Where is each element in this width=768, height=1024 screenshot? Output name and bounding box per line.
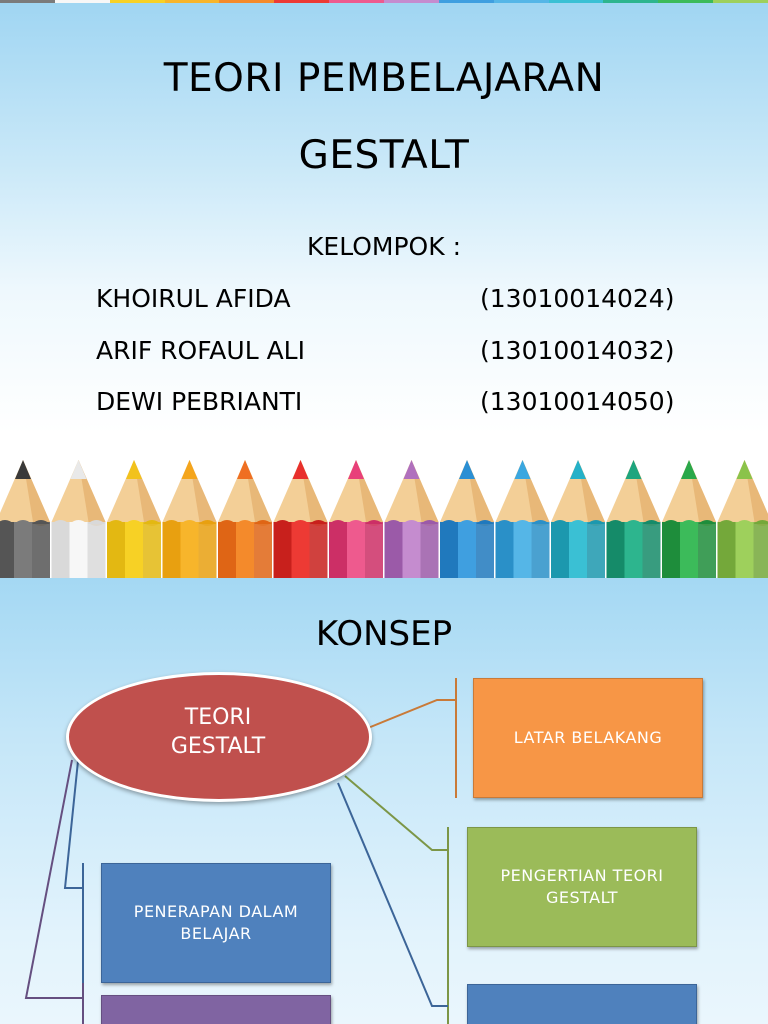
strip-segment bbox=[110, 0, 165, 3]
node-purple-partial bbox=[101, 995, 331, 1024]
strip-segment bbox=[165, 0, 220, 3]
node-label: LATAR BELAKANG bbox=[513, 728, 663, 747]
pencil bbox=[662, 460, 716, 578]
strip-segment bbox=[439, 0, 494, 3]
pencil bbox=[440, 460, 494, 578]
concept-slide bbox=[0, 578, 768, 1024]
connector-penerapan bbox=[65, 761, 83, 983]
pencil bbox=[385, 460, 439, 578]
top-color-strip bbox=[0, 0, 768, 3]
pencil bbox=[0, 460, 50, 578]
connector-pengertian bbox=[345, 776, 448, 1024]
pencil bbox=[52, 460, 106, 578]
pencil bbox=[218, 460, 272, 578]
center-node-label: TEORI GESTALT bbox=[170, 705, 266, 759]
node-latar-belakang bbox=[473, 678, 703, 798]
node-pengertian-teori-gestalt bbox=[467, 827, 697, 947]
member-row bbox=[96, 336, 686, 372]
strip-segment bbox=[329, 0, 384, 3]
pencil bbox=[607, 460, 661, 578]
pencil bbox=[274, 460, 328, 578]
node-label: PENGERTIAN TEORI GESTALT bbox=[500, 866, 664, 907]
center-node-teori-gestalt bbox=[66, 672, 372, 802]
strip-segment bbox=[384, 0, 439, 3]
strip-segment bbox=[55, 0, 110, 3]
pencil bbox=[163, 460, 217, 578]
pencil bbox=[496, 460, 550, 578]
pencil bbox=[329, 460, 383, 578]
strip-segment bbox=[713, 0, 768, 3]
pencil bbox=[551, 460, 605, 578]
connector-latar bbox=[368, 678, 456, 798]
member-name: ARIF ROFAUL ALI bbox=[96, 336, 305, 365]
strip-segment bbox=[494, 0, 549, 3]
colored-pencils-illustration bbox=[0, 452, 768, 578]
member-nim: (13010014050) bbox=[480, 387, 675, 416]
node-label: PENERAPAN DALAM BELAJAR bbox=[133, 902, 299, 943]
member-nim: (13010014032) bbox=[480, 336, 675, 365]
strip-segment bbox=[658, 0, 713, 3]
title-line-1: TEORI PEMBELAJARAN bbox=[163, 56, 605, 101]
node-blue-partial bbox=[467, 984, 697, 1024]
strip-segment bbox=[219, 0, 274, 3]
member-name: KHOIRUL AFIDA bbox=[96, 284, 291, 313]
member-nim: (13010014024) bbox=[480, 284, 675, 313]
node-penerapan-dalam-belajar bbox=[101, 863, 331, 983]
title-line-2: GESTALT bbox=[298, 133, 470, 178]
pencil bbox=[107, 460, 161, 578]
strip-segment bbox=[549, 0, 604, 3]
strip-segment bbox=[274, 0, 329, 3]
pencil bbox=[718, 460, 768, 578]
strip-segment bbox=[603, 0, 658, 3]
member-name: DEWI PEBRIANTI bbox=[96, 387, 303, 416]
member-row bbox=[96, 387, 686, 423]
strip-segment bbox=[0, 0, 55, 3]
member-row bbox=[96, 284, 686, 320]
slide-title: KONSEP bbox=[315, 614, 453, 654]
group-label: KELOMPOK : bbox=[307, 232, 461, 261]
